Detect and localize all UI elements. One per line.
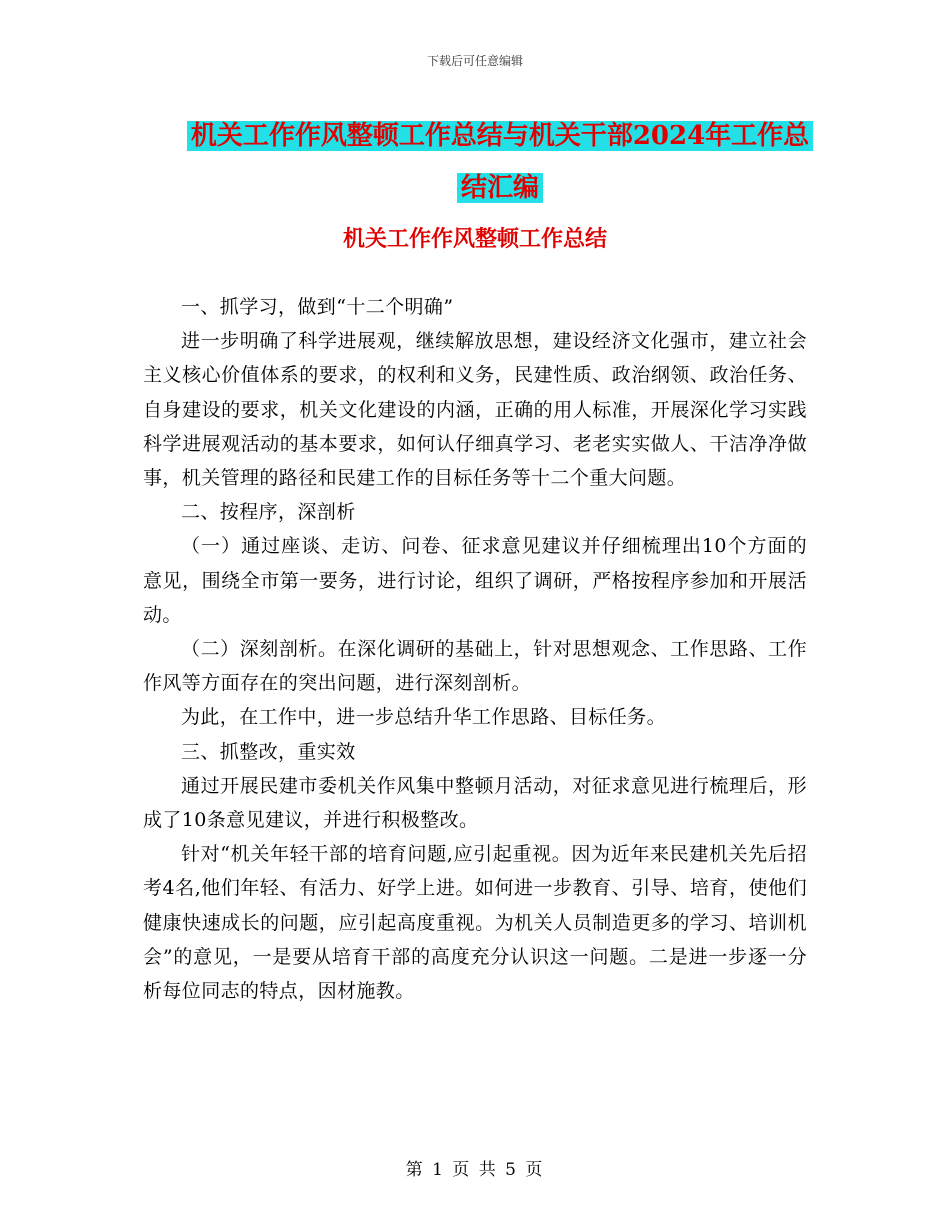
- paragraph: （二）深刻剖析。在深化调研的基础上，针对思想观念、工作思路、工作作风等方面存在的突出问题，进行深刻剖析。: [143, 638, 807, 695]
- page-number: 第 1 页 共 5 页: [405, 1160, 545, 1180]
- paragraph: 为此，在工作中，进一步总结升华工作思路、目标任务。: [181, 706, 667, 729]
- header-note: 下载后可任意编辑: [426, 54, 523, 68]
- document-body: [143, 290, 807, 1008]
- heading-2: 二、按程序，深剖析: [181, 501, 356, 524]
- paragraph: 针对“机关年轻干部的培育问题,应引起重视。因为近年来民建机关先后招考4名,他们年轻、有活力、好学上进。如何进一步教育、引导、培育，使他们健康快速成长的问题，应引起高度重视。为机关人员制造更多的学习、培训机会”的意见，一是要从培育干部的高度充分认识这一问题。二是进一步逐一分析每位同志的特点，因材施教。: [143, 843, 807, 1003]
- section-title: 机关工作作风整顿工作总结: [342, 226, 607, 252]
- heading-1: 一、抓学习，做到“十二个明确”: [181, 296, 454, 318]
- document-title: [180, 110, 820, 214]
- paragraph: 进一步明确了科学进展观，继续解放思想，建设经济文化强市，建立社会主义核心价值体系的要求，的权利和义务，民建性质、政治纲领、政治任务、自身建设的要求，机关文化建设的内涵，正确的用人标准，开展深化学习实践科学进展观活动的基本要求，如何认仔细真学习、老老实实做人、干洁净净做事，机关管理的路径和民建工作的目标任务等十二个重大问题。: [143, 330, 807, 490]
- paragraph: （一）通过座谈、走访、问卷、征求意见建议并仔细梳理出10个方面的意见，围绕全市第一要务，进行讨论，组织了调研，严格按程序参加和开展活动。: [143, 535, 807, 626]
- title-line-1: 机关工作作风整顿工作总结与机关干部2024年工作总: [187, 121, 813, 151]
- title-line-2: 结汇编: [457, 173, 543, 203]
- paragraph: 通过开展民建市委机关作风集中整顿月活动，对征求意见进行梳理后，形成了10条意见建议，并进行积极整改。: [143, 774, 807, 832]
- heading-3: 三、抓整改，重实效: [181, 740, 356, 763]
